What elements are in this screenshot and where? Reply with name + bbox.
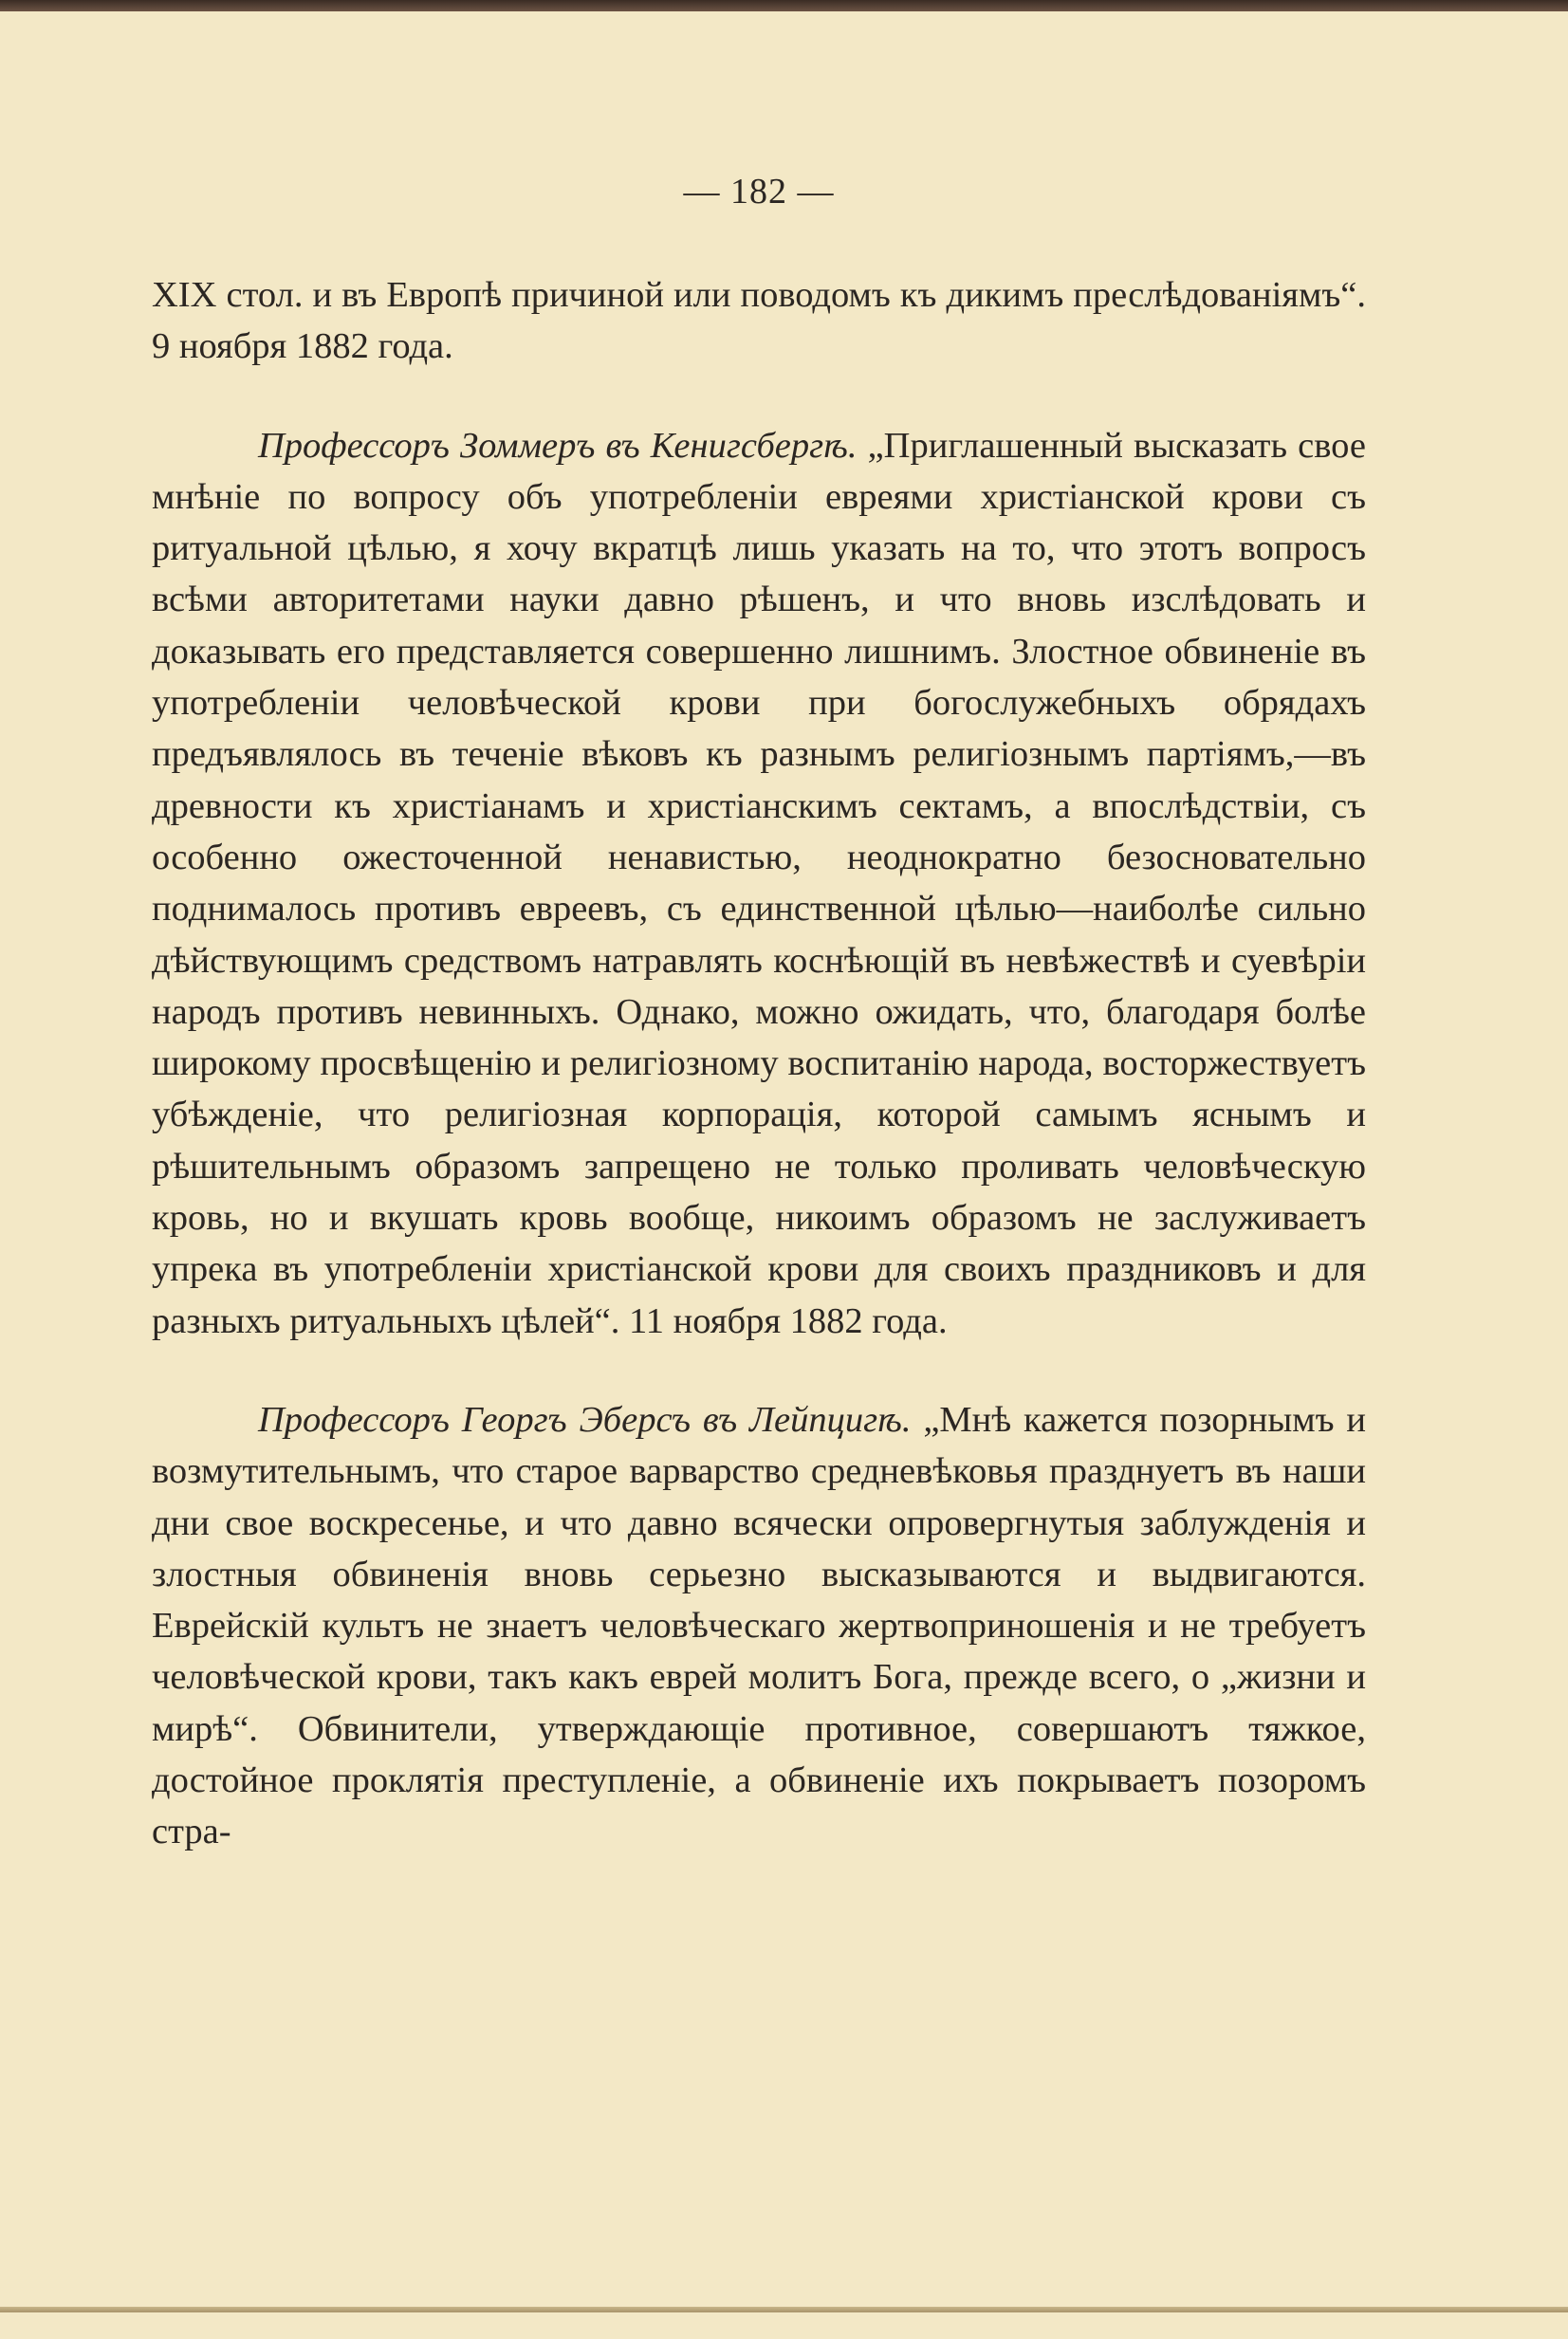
paragraph-text: „Приглашенный высказать свое мнѣніе по вопросу объ употребленіи евреями христіанской крови съ ритуальной цѣлью, я хочу вкратцѣ лишь указать на то, что этотъ вопросъ всѣми авторитетами науки давно рѣшенъ, и что вновь изслѣдовать и доказывать его представляется совершенно лишнимъ. Злостное обвиненіе въ употребленіи человѣческой крови при богослужебныхъ обрядахъ предъявлялось въ теченіе вѣковъ къ разнымъ религіознымъ партіямъ,—въ древности къ христіанамъ и христіанскимъ сектамъ, а впослѣдствіи, съ особенно ожесточенной ненавистью, неоднократно безосновательно поднималось противъ евреевъ, съ единственной цѣлью—наиболѣе сильно дѣйствующимъ средствомъ натравлять коснѣющій въ невѣжествѣ и суевѣріи народъ противъ невинныхъ. Однако, можно ожидать, что, благодаря болѣе широкому просвѣщенію и религіозному воспитанію народа, восторжествуетъ убѣжденіе, что религіозная корпорація, которой самымъ яснымъ и рѣшительнымъ образомъ запрещено не только проливать человѣческую кровь, но и вкушать кровь вообще, никоимъ образомъ не заслуживаетъ упрека въ употребленіи христіанской крови для своихъ праздниковъ и для разныхъ ритуальныхъ цѣлей“. 11 ноября 1882 года.: [152, 425, 1366, 1341]
page-bottom-edge: [0, 2307, 1568, 2312]
page-top-border: [0, 0, 1568, 11]
book-page: [152, 171, 1366, 1858]
paragraph-ebers: [152, 1394, 1366, 1858]
paragraph-text: XIX стол. и въ Европѣ причиной или поводомъ къ дикимъ преслѣдованіямъ“. 9 ноября 1882 года.: [152, 275, 1366, 367]
paragraph-continuation: [152, 269, 1366, 373]
paragraph-text: „Мнѣ кажется позорнымъ и возмутительнымъ, что старое варварство средневѣковья празднуетъ въ наши дни свое воскресенье, и что давно всячески опровергнутыя заблужденія и злостныя обвиненія вновь серьезно высказываются и выдвигаются. Еврейскій культъ не знаетъ человѣческаго жертвоприношенія и не требуетъ человѣческой крови, такъ какъ еврей молитъ Бога, прежде всего, о „жизни и мирѣ“. Обвинители, утверждающіе противное, совершаютъ тяжкое, достойное проклятія преступленіе, а обвиненіе ихъ покрываетъ позоромъ стра-: [152, 1399, 1366, 1852]
paragraph-lead-italic: Профессоръ Георгъ Эберсъ въ Лейпцигѣ.: [258, 1399, 912, 1440]
paragraph-sommer: [152, 420, 1366, 1347]
page-number: — 182 —: [683, 172, 835, 212]
paragraph-lead-italic: Профессоръ Зоммеръ въ Кенигсбергѣ.: [258, 425, 858, 466]
